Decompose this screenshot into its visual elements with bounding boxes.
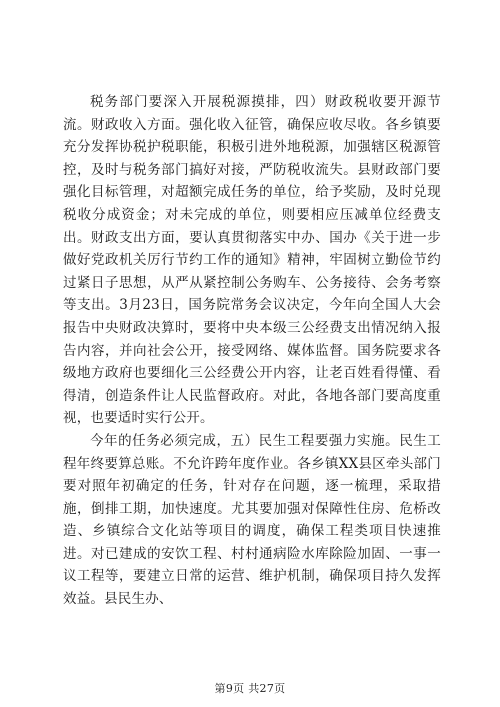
document-body xyxy=(63,91,441,611)
page-footer: 第9页 共27页 xyxy=(214,682,286,695)
paragraph-fiscal-revenue: 税务部门要深入开展税源摸排，四）财政税收要开源节流。财政收入方面。强化收入征管，确保应收尽收。各乡镇要充分发挥协税护税职能，积极引进外地税源，加强辖区税源管控，及时与税务部门搞好对接，严防税收流失。县财政部门要强化目标管理，对超额完成任务的单位，给予奖励，及时兑现税收分成资金；对未完成的单位，则要相应压减单位经费支出。财政支出方面，要认真贯彻落实中办、国办《关于进一步做好党政机关厉行节约工作的通知》精神，牢固树立勤俭节约过紧日子思想，从严从紧控制公务购车、公务接待、会务考察等支出。3月23日，国务院常务会议决定，今年向全国人大会报告中央财政决算时，要将中央本级三公经费支出情况纳入报告内容，并向社会公开，接受网络、媒体监督。国务院要求各级地方政府也要细化三公经费公开内容，让老百姓看得懂、看得清，创造条件让人民监督政府。对此，各地各部门要高度重视，也要适时实行公开。 xyxy=(63,94,441,427)
paragraph-livelihood-projects: 今年的任务必须完成，五）民生工程要强力实施。民生工程年终要算总账。不允许跨年度作业。各乡镇XX县区牵头部门要对照年初确定的任务，针对存在问题，逐一梳理，采取措施，倒排工期，加快速度。尤其要加强对保障性住房、危桥改造、乡镇综合文化站等项目的调度，确保工程类项目快速推进。对已建成的安饮工程、村村通病险水库除险加固、一事一议工程等，要建立日常的运营、维护机制，确保项目持久发挥效益。县民生办、 xyxy=(63,432,441,608)
